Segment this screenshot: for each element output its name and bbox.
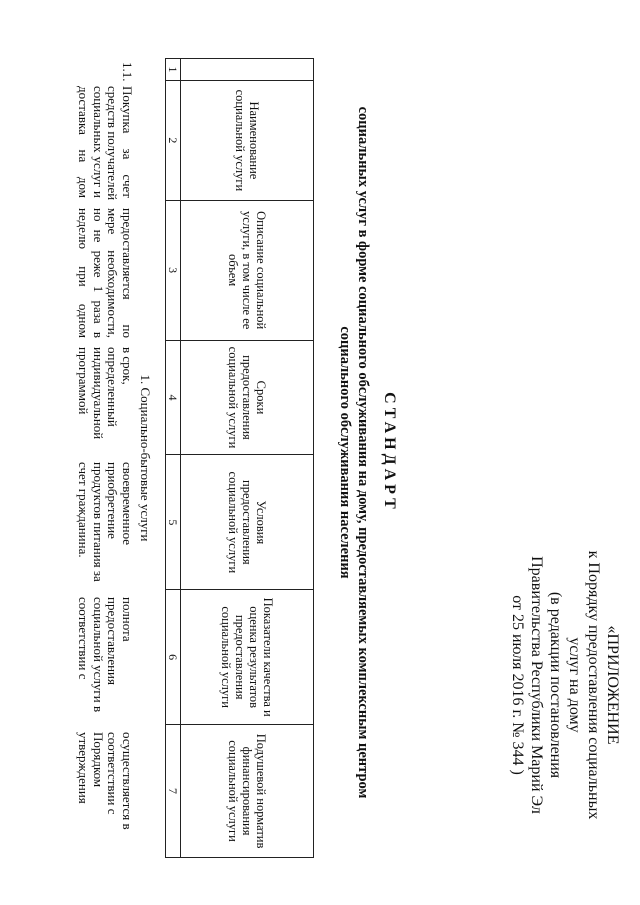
row-col-conditions	[76, 462, 134, 588]
row-col-quality	[76, 597, 134, 723]
row-col-terms-line: программой	[76, 347, 92, 415]
appendix-line: от 25 июля 2016 г. № 344 )	[509, 595, 526, 775]
row-col-terms	[76, 347, 134, 453]
header-cell-terms: Сроки предоставления социальной услуги	[181, 340, 314, 455]
subtitle-line-1: социальных услуг в форме социального обслуживания на дому, предоставляемых комплексным центром	[355, 106, 371, 799]
row-col-financing-line: соответствии с	[105, 732, 121, 815]
document-title: СТАНДАРТ	[381, 392, 398, 513]
row-col-description	[76, 208, 134, 338]
row-col-name-line: средств получателей	[105, 86, 121, 201]
document-subtitle	[336, 60, 372, 845]
row-col-description-line: неделю при одном	[76, 208, 92, 338]
row-col-name-line: Покупка за счет	[120, 86, 135, 198]
row-col-conditions-line: своевременное	[120, 462, 135, 545]
column-number: 1	[166, 59, 181, 81]
row-col-name-line: доставка на дом	[76, 86, 92, 198]
row-col-quality-line: соответствии с	[76, 597, 92, 680]
row-col-financing-line: осуществляется в	[120, 732, 135, 830]
header-cell-conditions: Условия предоставления социальной услуги	[181, 455, 314, 590]
subtitle-line-2: социального обслуживания населения	[337, 326, 353, 579]
column-number: 7	[166, 725, 181, 858]
table-number-row	[166, 59, 181, 858]
table-header-row	[181, 59, 314, 858]
row-col-description-line: предоставляется по	[120, 208, 135, 338]
header-cell-description: Описание социальной услуги, в том числе ее объем	[181, 200, 314, 340]
column-number: 6	[166, 590, 181, 725]
row-col-terms-line: индивидуальной	[91, 347, 106, 440]
row-col-quality-line: предоставления	[105, 597, 121, 685]
appendix-line: к Порядку предоставления социальных	[585, 550, 602, 820]
row-col-quality-line: полнота	[120, 597, 135, 642]
column-number: 2	[166, 80, 181, 200]
column-number: 5	[166, 455, 181, 590]
section-heading: 1. Социально-бытовые услуги	[138, 374, 153, 542]
column-number: 3	[166, 200, 181, 340]
column-number: 4	[166, 340, 181, 455]
appendix-line: услуг на дому	[566, 637, 583, 733]
row-col-financing	[76, 732, 134, 856]
appendix-line: «ПРИЛОЖЕНИЕ	[604, 625, 621, 745]
row-col-conditions-line: счет гражданина.	[76, 462, 92, 558]
appendix-line: Правительства Республики Марий Эл	[528, 556, 545, 814]
header-cell-financing: Подушевой норматив финансирования социальной услуги	[181, 725, 314, 858]
row-col-description-line: но не реже 1 раза в	[91, 208, 106, 338]
row-col-description-line: мере необходимости,	[105, 208, 121, 338]
header-cell-num	[181, 59, 314, 81]
header-cell-quality: Показатели качества и оценка результатов предоставления социальной услуги	[181, 590, 314, 725]
appendix-block	[508, 535, 622, 835]
row-number: 1.1.	[120, 62, 135, 82]
row-col-financing-line: Порядком	[91, 732, 106, 788]
row-col-quality-line: социальной услуги в	[91, 597, 106, 713]
row-col-financing-line: утверждения	[76, 732, 92, 804]
row-col-conditions-line: продуктов питания за	[91, 462, 106, 582]
header-cell-name: Наименование социальной услуги	[181, 80, 314, 200]
standard-table	[165, 58, 314, 858]
row-col-conditions-line: приобретение	[105, 462, 121, 539]
appendix-line: (в редакции постановления	[547, 591, 564, 779]
row-col-terms-line: в срок,	[120, 347, 135, 385]
row-col-name-line: социальных услуг и	[91, 86, 106, 198]
row-col-terms-line: определенный	[105, 347, 121, 427]
row-col-name	[76, 86, 135, 201]
